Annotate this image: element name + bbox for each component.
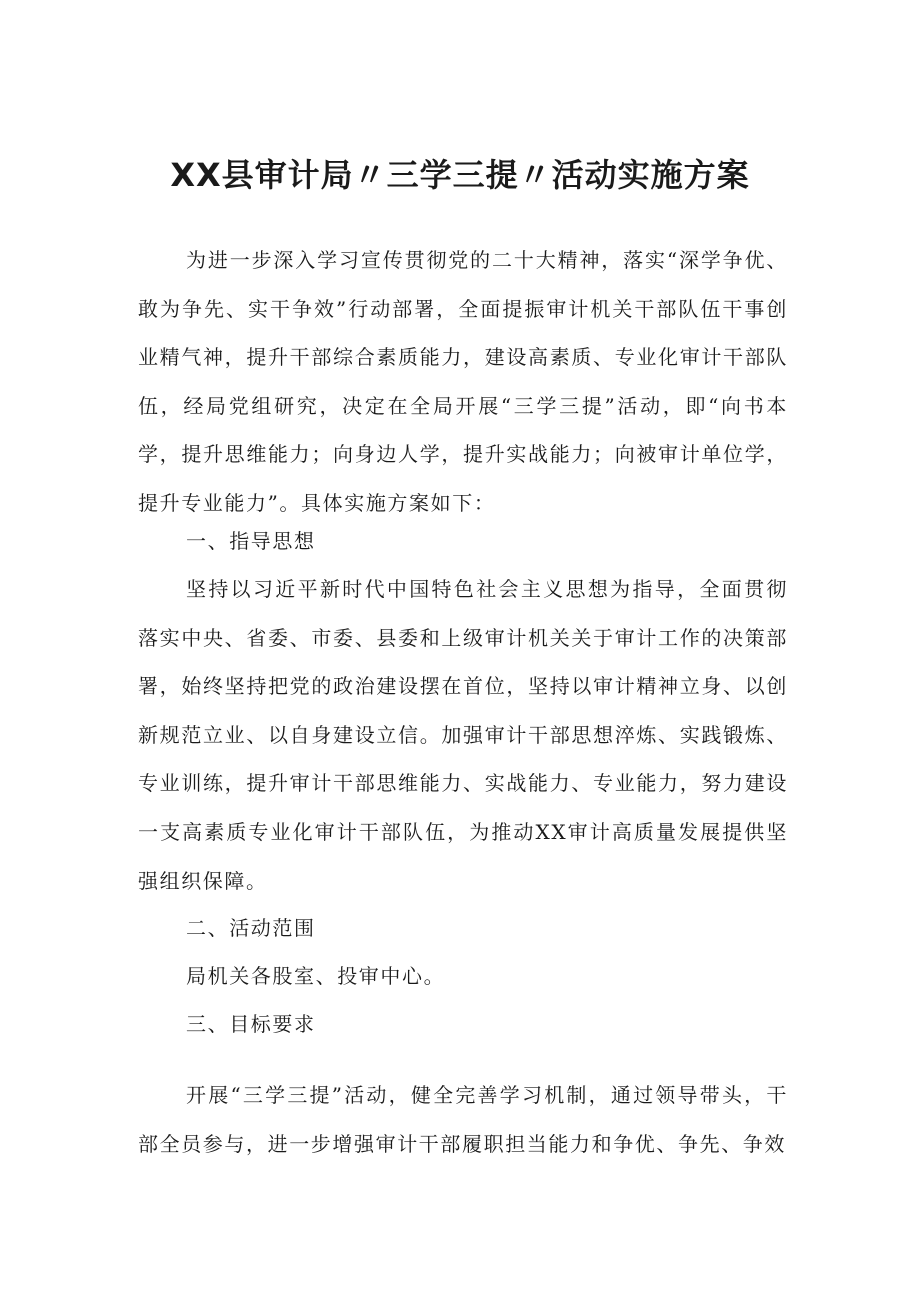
intro-paragraph: 为进一步深入学习宣传贯彻党的二十大精神，落实“深学争优、敢为争先、实干争效”行动部署，全面提振审计机关干部队伍干事创业精气神，提升干部综合素质能力，建设高素质、专业化审计干部队伍，经局党组研究，决定在全局开展“三学三提”活动，即“向书本学，提升思维能力；向身边人学，提升实战能力；向被审计单位学，提升专业能力”。具体实施方案如下： [138, 248, 788, 515]
section-heading-objectives: 三、目标要求 [186, 1012, 316, 1036]
document-title: XX县审计局〃三学三提〃活动实施方案 [170, 156, 750, 195]
section-body-objectives: 开展“三学三提”活动，健全完善学习机制，通过领导带头，干部全员参与，进一步增强审计干部履职担当能力和争优、争先、争效 [138, 1083, 788, 1156]
section-heading-activity-scope: 二、活动范围 [186, 916, 316, 940]
section-heading-guiding-ideology: 一、指导思想 [186, 529, 316, 553]
section-body-activity-scope: 局机关各股室、投审中心。 [186, 964, 446, 988]
section-body-guiding-ideology: 坚持以习近平新时代中国特色社会主义思想为指导，全面贯彻落实中央、省委、市委、县委和上级审计机关关于审计工作的决策部署，始终坚持把党的政治建设摆在首位，坚持以审计精神立身、以创新规范立业、以自身建设立信。加强审计干部思想淬炼、实践锻炼、专业训练，提升审计干部思维能力、实战能力、专业能力，努力建设一支高素质专业化审计干部队伍，为推动XX审计高质量发展提供坚强组织保障。 [138, 577, 788, 893]
